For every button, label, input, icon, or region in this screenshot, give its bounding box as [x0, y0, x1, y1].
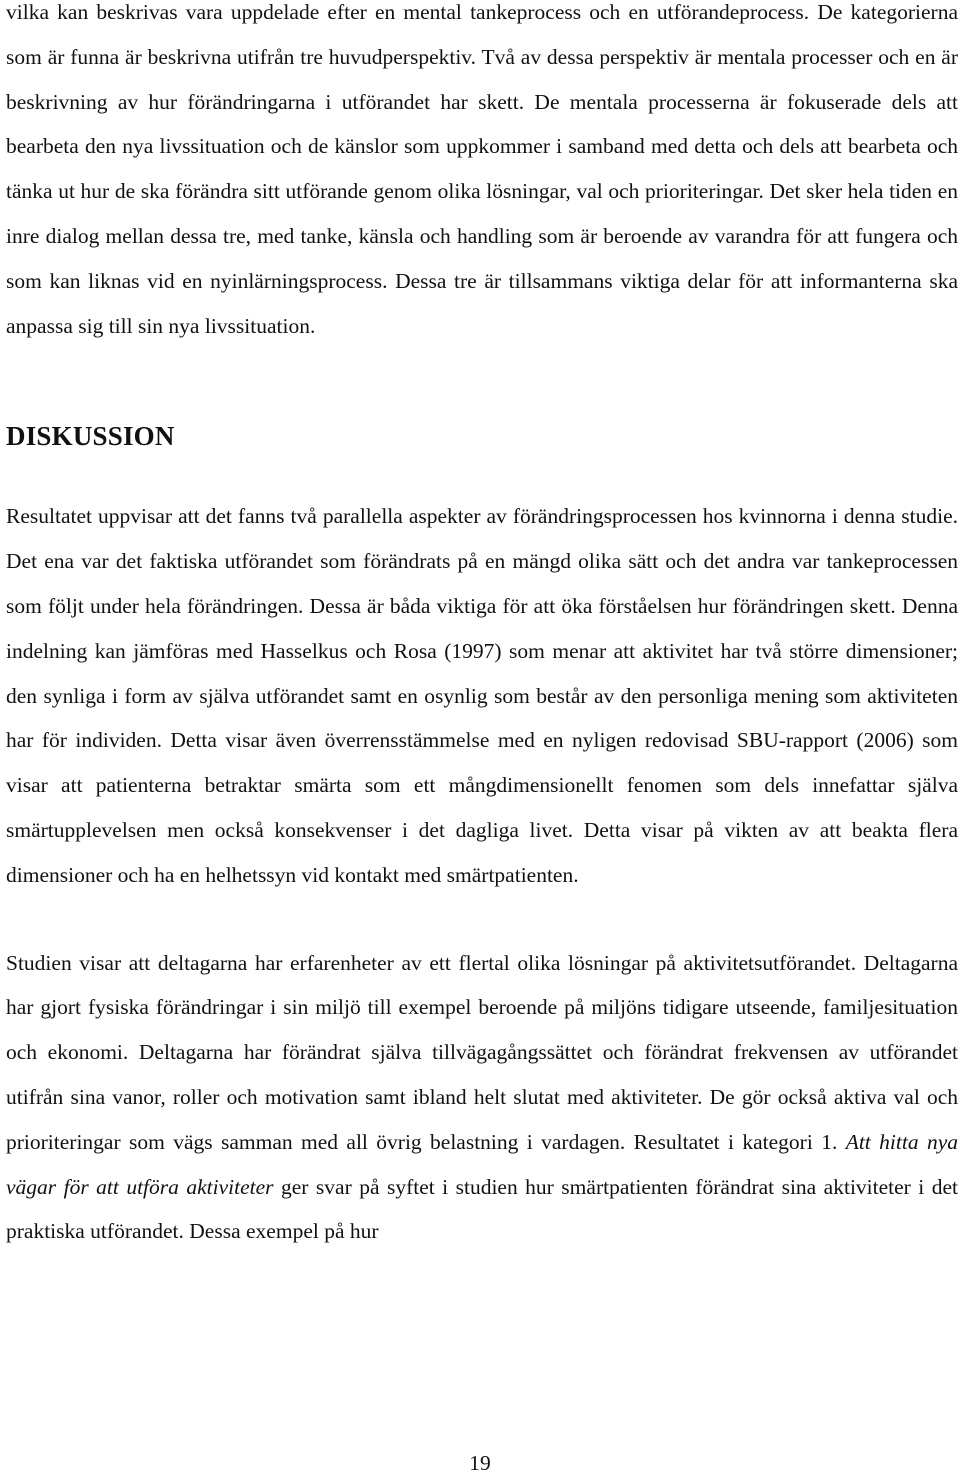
paragraph-text-before-italic: Studien visar att deltagarna har erfarenheter av ett flertal olika lösningar på aktivitetsutförandet. Deltagarna har gjort fysiska förändringar i sin miljö till exempel beroende på miljöns tidigare utseende, familjesituation och ekonomi. Deltagarna har förändrat själva tillvägagångssättet och förändrat frekvensen av utförandet utifrån sina vanor, roller och motivation samt ibland helt slutat med aktiviteter. De gör också aktiva val och prioriteringar som vägs samman med all övrig belastning i vardagen. Resultatet i kategori 1.	[6, 950, 958, 1154]
document-page	[6, 0, 958, 1254]
category-title-italic: Att hitta nya vägar för att utföra aktiviteter	[6, 1129, 958, 1199]
paragraph-text-after-italic: ger svar på syftet i studien hur smärtpatienten förändrat sina aktiviteter i det praktiska utförandet. Dessa exempel på hur	[6, 1174, 959, 1244]
paragraph-discussion-2	[6, 941, 958, 1255]
section-heading-diskussion: DISKUSSION	[6, 421, 175, 452]
page-number: 19	[469, 1451, 491, 1475]
paragraph-intro: vilka kan beskrivas vara uppdelade efter en mental tankeprocess och en utförandeprocess. De kategorierna som är funna är beskrivna utifrån tre huvudperspektiv. Två av dessa perspektiv är mentala processer och en är beskrivning av hur förändringarna i utförandet har skett. De mentala processerna är fokuserade dels att bearbeta den nya livssituation och de känslor som uppkommer i samband med detta och dels att bearbeta och tänka ut hur de ska förändra sitt utförande genom olika lösningar, val och prioriteringar. Det sker hela tiden en inre dialog mellan dessa tre, med tanke, känsla och handling som är beroende av varandra för att fungera och som kan liknas vid en nyinlärningsprocess. Dessa tre är tillsammans viktiga delar för att informanterna ska anpassa sig till sin nya livssituation.	[6, 0, 958, 338]
paragraph-discussion-1: Resultatet uppvisar att det fanns två parallella aspekter av förändringsprocessen hos kvinnorna i denna studie. Det ena var det faktiska utförandet som förändrats på en mängd olika sätt och det andra var tankeprocessen som följt under hela förändringen. Dessa är båda viktiga för att öka förståelsen hur förändringen skett. Denna indelning kan jämföras med Hasselkus och Rosa (1997) som menar att aktivitet har två större dimensioner; den synliga i form av själva utförandet samt en osynlig som består av den personliga mening som aktiviteten har för individen. Detta visar även överrensstämmelse med en nyligen redovisad SBU-rapport (2006) som visar att patienterna betraktar smärta som ett mångdimensionellt fenomen som dels innefattar själva smärtupplevelsen men också konsekvenser i det dagliga livet. Detta visar på vikten av att beakta flera dimensioner och ha en helhetssyn vid kontakt med smärtpatienten.	[6, 504, 958, 887]
